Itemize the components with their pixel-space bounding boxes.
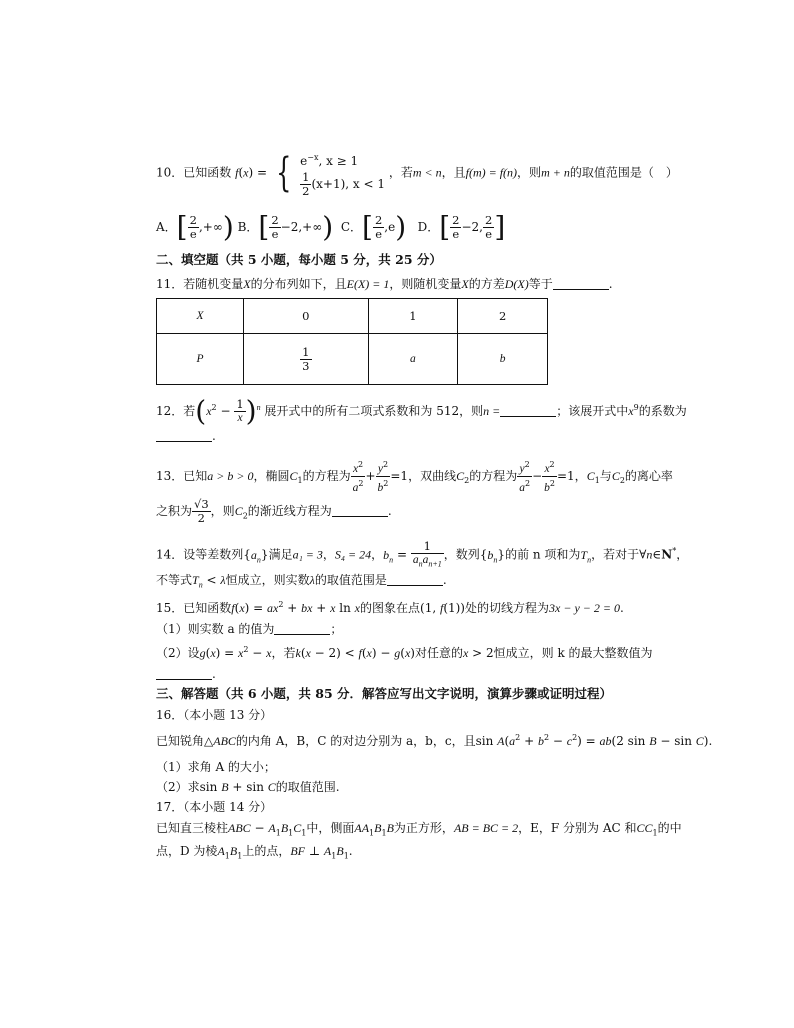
option-c: C．[ $\frac{2}{e}$ ,e) bbox=[340, 210, 407, 244]
answer-blank bbox=[553, 277, 609, 290]
table-header: 0 bbox=[244, 299, 368, 334]
answer-blank bbox=[332, 504, 388, 517]
q10-lead: 10．已知函数 bbox=[156, 165, 232, 180]
section-3-title: 三、解答题（共 6 小题，共 85 分．解答应写出文字说明，演算步骤或证明过程） bbox=[156, 686, 613, 701]
question-16-part-2: （2）求sin B + sin C的取值范围. bbox=[156, 780, 340, 794]
question-15-part-1: （1）则实数 a 的值为 ； bbox=[156, 622, 343, 636]
answer-blank bbox=[274, 622, 330, 635]
question-12-cont: . bbox=[156, 428, 216, 444]
table-cell: b bbox=[458, 334, 548, 385]
question-15-cont: . bbox=[156, 666, 216, 682]
question-17-head: 17．（本小题 14 分） bbox=[156, 800, 273, 814]
answer-blank bbox=[156, 667, 212, 680]
table-header: 2 bbox=[458, 299, 548, 334]
question-11: 11．若随机变量X的分布列如下，且E(X) = 1，则随机变量X的方差D(X)等于 . bbox=[156, 277, 613, 291]
question-16-head: 16．（本小题 13 分） bbox=[156, 708, 273, 722]
question-14-cont: 不等式$T_n < \lambda$恒成立，则实数λ的取值范围是 . bbox=[156, 573, 447, 590]
question-10: 10．已知函数 f(x) = { $e^{-x}$, x ≥ 1 $\frac{1}{2}$ (x+1), x < 1 ，若m < n，且f(m) = f(n)，则m + n的取值范围是（ ） bbox=[156, 150, 678, 198]
piecewise-brace: { bbox=[275, 150, 292, 196]
question-15-part-2: （2）设$g(x) = x^2 - x$，若k(x − 2) < f(x) − g(x)对任意的x > 2恒成立，则 k 的最大整数值为 bbox=[156, 645, 653, 660]
question-14: 14．设等差数列$\{a_n\}$满足a₁ = 3，S₄ = 24，$b_n$ = $\frac{1}{a_na_{n+1}}$ ，数列$\{b_n\}$的前 n 项和为$T_n$，若对于∀n∈N*， bbox=[156, 539, 689, 569]
table-cell: P bbox=[157, 334, 244, 385]
table-cell: $\frac{1}{3}$ bbox=[244, 334, 368, 385]
option-d: D．[ $\frac{2}{e}$ −2, $\frac{2}{e}$ ] bbox=[417, 210, 506, 244]
question-12: 12．若($x^2$ − $\frac{1}{x}$ )$^n$ 展开式中的所有二项式系数和为 512，则n = ；该展开式中$x^9$的系数为 bbox=[156, 394, 687, 428]
question-13: 13．已知a > b > 0，椭圆$C_1$的方程为 $\frac{x^2}{a^2}$ + $\frac{y^2}{b^2}$ =1，双曲线$C_2$的方程为 $\frac{y^2}{a^2}$ − $\frac{x^2}{b^2}$ =1，$C_1$与$C_2$的离心率 bbox=[156, 460, 673, 494]
answer-blank bbox=[387, 573, 443, 586]
question-16: 已知锐角△ABC的内角 A，B，C 的对边分别为 a，b，c，且$\sin A(a^2 + b^2 - c^2) = ab(2$ sin B − sin C). bbox=[156, 733, 713, 748]
table-header: X bbox=[157, 299, 244, 334]
question-15: 15．已知函数$f(x) = ax^2$ + bx + x ln x的图象在点(1, f(1))处的切线方程为3x − y − 2 = 0. bbox=[156, 600, 624, 615]
question-17-cont: 点，D 为棱$A_1B_1$上的点，BF ⊥ $A_1B_1$. bbox=[156, 844, 353, 861]
section-2-title: 二、填空题（共 5 小题，每小题 5 分，共 25 分） bbox=[156, 252, 442, 267]
table-header: 1 bbox=[368, 299, 458, 334]
answer-blank bbox=[156, 429, 212, 442]
option-a: A．[ $\frac{2}{e}$ ,+∞) bbox=[156, 210, 234, 244]
distribution-table bbox=[156, 298, 548, 385]
question-10-options bbox=[156, 210, 506, 244]
piecewise-cases: $e^{-x}$, x ≥ 1 $\frac{1}{2}$ (x+1), x < 1 bbox=[300, 153, 385, 198]
question-17: 已知直三棱柱ABC − $A_1B_1C_1$中，侧面$AA_1B_1B$为正方形，AB = BC = 2，E，F 分别为 AC 和$CC_1$的中 bbox=[156, 821, 682, 838]
table-cell: a bbox=[368, 334, 458, 385]
question-13-cont: 之积为 $\frac{√3}{2}$ ，则$C_2$的渐近线方程为 . bbox=[156, 497, 392, 525]
option-b: B．[ $\frac{2}{e}$ −2,+∞) bbox=[237, 210, 334, 244]
question-16-part-1: （1）求角 A 的大小； bbox=[156, 760, 276, 774]
